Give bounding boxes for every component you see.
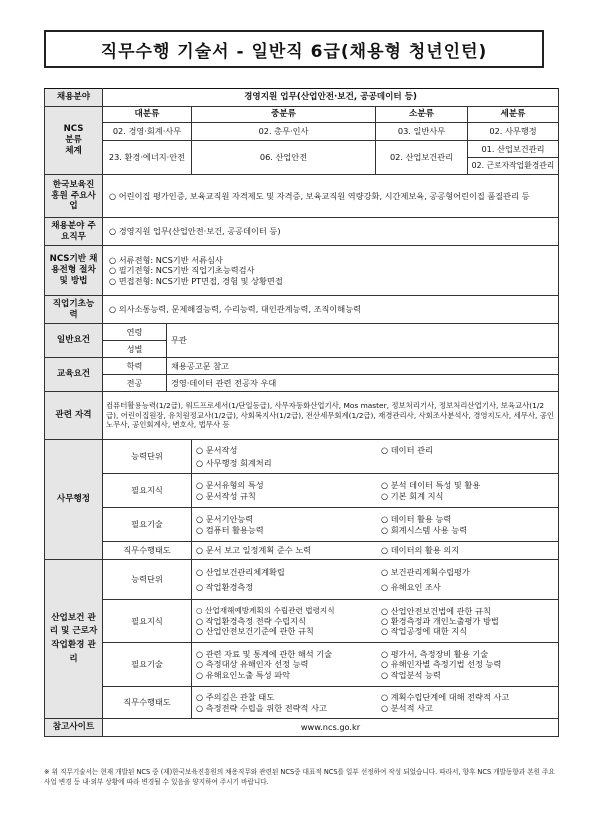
general-value: 무관 — [167, 324, 559, 358]
safety-skill-label: 필요기술 — [103, 643, 192, 687]
office-attitude-row — [45, 542, 559, 560]
ref-label: 참고사이트 — [45, 719, 103, 737]
office-ability-label: 능력단위 — [103, 440, 192, 474]
cert-row — [45, 392, 559, 440]
ncs-row-1 — [45, 123, 559, 141]
safety-ability-item: ○ 작업환경측정 — [196, 581, 254, 592]
safety-label: 산업보건 관리 및 근로자 작업환경 관리 — [45, 560, 103, 719]
office-knowledge-item: ○ 분석 데이터 특성 및 활용 — [381, 480, 481, 491]
safety-skill-item: ○ 평가서, 측정장비 활용 기술 — [381, 649, 489, 660]
safety-knowledge-item: ○ 산업안전보건법에 관한 규칙 — [381, 605, 491, 616]
office-knowledge-row — [45, 474, 559, 508]
edu-row-2 — [45, 375, 559, 392]
basic-label: 직업기초능력 — [45, 296, 103, 324]
safety-knowledge-row — [45, 600, 559, 643]
field-row — [45, 89, 559, 107]
office-ability-item: ○ 데이터 관리 — [381, 444, 433, 455]
ncs-label: NCS 분류 체계 — [45, 107, 103, 175]
safety-ability-item: ○ 유해요인 조사 — [381, 581, 441, 592]
safety-ability-item: ○ 보건관리계획수립평가 — [381, 567, 470, 578]
main-biz-row — [45, 175, 559, 218]
edu-degree-value: 채용공고문 참고 — [167, 358, 559, 375]
page-title: 직무수행 기술서 - 일반직 6급(채용형 청년인턴) — [44, 30, 544, 68]
office-ability-item: ○ 문서작성 — [196, 444, 238, 455]
office-skill-cell — [192, 508, 559, 542]
footnote: ※ 위 직무기술서는 현재 개발된 NCS 중 (재)한국보육진흥원의 채용직무와 관련된 NCS중 대표적 NCS를 일부 선정하여 작성 되었습니다. 따라서, 향후 NCS 개발동향과 본원 주요사업 변경 등 내·외부 상황에 따라 변경될 수 있음을 양지하여 주시기 바랍니다. — [44, 768, 555, 786]
process-item: ○ 면접전형: NCS기반 PT면접, 경험 및 상황면접 — [109, 275, 283, 286]
office-ability-row — [45, 440, 559, 474]
job-description-table — [44, 88, 559, 737]
safety-knowledge-item: ○ 산업안전보건기준에 관한 규칙 — [196, 626, 314, 637]
process-item: ○ 필기전형: NCS기반 직업기초능력검사 — [109, 265, 255, 276]
safety-skill-row — [45, 643, 559, 687]
office-attitude-item: ○ 문서 보고 일정계획 준수 노력 — [196, 545, 312, 556]
safety-knowledge-item: ○ 환경측정과 개인노출평가 방법 — [381, 615, 499, 626]
office-skill-item: ○ 회계시스템 사용 능력 — [381, 524, 468, 535]
edu-major-label: 전공 — [103, 375, 167, 392]
office-knowledge-label: 필요지식 — [103, 474, 192, 508]
office-attitude-cell — [192, 542, 559, 560]
safety-skill-item: ○ 관련 자료 및 통계에 관한 해석 기술 — [196, 649, 333, 660]
main-duty-value: ○ 경영지원 업무(산업안전·보건, 공공데이터 등) — [103, 218, 559, 246]
general-age-label: 연령 — [103, 324, 167, 341]
field-label: 채용분야 — [45, 89, 103, 107]
process-list — [103, 246, 559, 296]
office-ability-cell — [192, 440, 559, 474]
safety-skill-item: ○ 유해인자별 측정기법 선정 능력 — [381, 659, 502, 670]
ncs-r1-small: 03. 일반사무 — [376, 123, 468, 141]
basic-value: ○ 의사소통능력, 문제해결능력, 수리능력, 대인관계능력, 조직이해능력 — [103, 296, 559, 324]
office-skill-item: ○ 컴퓨터 활용능력 — [196, 524, 264, 535]
office-skill-row — [45, 508, 559, 542]
ncs-r1-major: 02. 경영·회계·사무 — [103, 123, 192, 141]
cert-value: 컴퓨터활용능력(1/2급), 워드프로세서(1/단일등급), 사무자동화산업기사, Mos master, 정보처리기사, 정보처리산업기사, 보육교사(1/2급), 어린이집원장, 유치원정교사(1/2급), 사회복지사(1/2급), 전산세무회계(1/2급), 재경관리사, 사회조사분석사, 경영지도사, 세무사, 공인노무사, 공인회계사, 변호사, 법무사 등 — [103, 392, 559, 440]
safety-ability-label: 능력단위 — [103, 560, 192, 600]
main-duty-label: 채용분야 주요직무 — [45, 218, 103, 246]
office-skill-label: 필요기술 — [103, 508, 192, 542]
main-biz-value: ○ 어린이집 평가인증, 보육교직원 자격제도 및 자격증, 보육교직원 역량강화, 시간제보육, 공공형어린이집 품질관리 등 — [103, 175, 559, 218]
safety-skill-item: ○ 유해요인노출 특성 파악 — [196, 669, 291, 680]
process-row — [45, 246, 559, 296]
ncs-r2-major: 23. 환경·에너지·안전 — [103, 141, 192, 175]
office-attitude-item: ○ 데이터의 활용 의지 — [381, 545, 460, 556]
ncs-header-major: 대분류 — [103, 107, 192, 123]
ncs-r1-mid: 02. 총무·인사 — [192, 123, 376, 141]
safety-attitude-item: ○ 주의깊은 관찰 태도 — [196, 692, 275, 703]
office-knowledge-item: ○ 기본 회계 지식 — [381, 490, 444, 501]
ncs-header-small: 소분류 — [376, 107, 468, 123]
office-skill-item: ○ 데이터 활용 능력 — [381, 514, 452, 525]
edu-row-1 — [45, 358, 559, 375]
safety-knowledge-item: ○ 작업환경측정 전략 수립지식 — [196, 615, 306, 626]
main-biz-label: 한국보육진흥원 주요사업 — [45, 175, 103, 218]
safety-ability-item: ○ 산업보건관리체계확립 — [196, 567, 285, 578]
process-label: NCS기반 채용전형 절차 및 방법 — [45, 246, 103, 296]
office-knowledge-item: ○ 문서작성 규칙 — [196, 490, 256, 501]
basic-row — [45, 296, 559, 324]
safety-attitude-cell — [192, 687, 559, 719]
field-value: 경영지원 업무(산업안전·보건, 공공데이터 등) — [103, 89, 559, 107]
ncs-r2-detail-1: 01. 산업보건관리 — [468, 141, 559, 158]
office-knowledge-item: ○ 문서유형의 특성 — [196, 480, 264, 491]
edu-degree-label: 학력 — [103, 358, 167, 375]
safety-ability-row — [45, 560, 559, 600]
safety-attitude-item: ○ 분석적 사고 — [381, 702, 433, 713]
office-knowledge-cell — [192, 474, 559, 508]
ncs-r2-mid: 06. 산업안전 — [192, 141, 376, 175]
ncs-r1-detail: 02. 사무행정 — [468, 123, 559, 141]
safety-attitude-item: ○ 계획수립단계에 대해 전략적 사고 — [381, 692, 510, 703]
general-label: 일반요건 — [45, 324, 103, 358]
edu-major-value: 경영·데이터 관련 전공자 우대 — [167, 375, 559, 392]
safety-skill-item: ○ 측정대상 유해인자 선정 능력 — [196, 659, 309, 670]
safety-skill-item: ○ 작업분석 능력 — [381, 669, 441, 680]
safety-knowledge-label: 필요지식 — [103, 600, 192, 643]
safety-attitude-row — [45, 687, 559, 719]
ncs-row-2a — [45, 141, 559, 158]
ncs-r2-detail-2: 02. 근로자작업환경관리 — [468, 158, 559, 175]
safety-skill-cell — [192, 643, 559, 687]
office-label: 사무행정 — [45, 440, 103, 560]
safety-attitude-label: 직무수행태도 — [103, 687, 192, 719]
cert-label: 관련 자격 — [45, 392, 103, 440]
ncs-r2-small: 02. 산업보건관리 — [376, 141, 468, 175]
edu-label: 교육요건 — [45, 358, 103, 392]
process-item: ○ 서류전형: NCS기반 서류심사 — [109, 255, 223, 266]
office-attitude-label: 직무수행태도 — [103, 542, 192, 560]
office-skill-item: ○ 문서기안능력 — [196, 514, 254, 525]
general-gender-label: 성별 — [103, 341, 167, 358]
ref-row — [45, 719, 559, 737]
ncs-header-mid: 중분류 — [192, 107, 376, 123]
safety-knowledge-cell — [192, 600, 559, 643]
general-row-1 — [45, 324, 559, 341]
ncs-header-row — [45, 107, 559, 123]
main-duty-row — [45, 218, 559, 246]
safety-attitude-item: ○ 측정전략 수립을 위한 전략적 사고 — [196, 702, 327, 713]
ncs-header-detail: 세분류 — [468, 107, 559, 123]
safety-ability-cell — [192, 560, 559, 600]
office-ability-item: ○ 사무행정 회계처리 — [196, 458, 272, 468]
safety-knowledge-item: ○ 작업공정에 대한 지식 — [381, 626, 468, 637]
ref-link[interactable]: www.ncs.go.kr — [103, 719, 559, 737]
safety-knowledge-item: ○ 산업재해예방계획의 수립관련 법령지식 — [196, 605, 335, 615]
